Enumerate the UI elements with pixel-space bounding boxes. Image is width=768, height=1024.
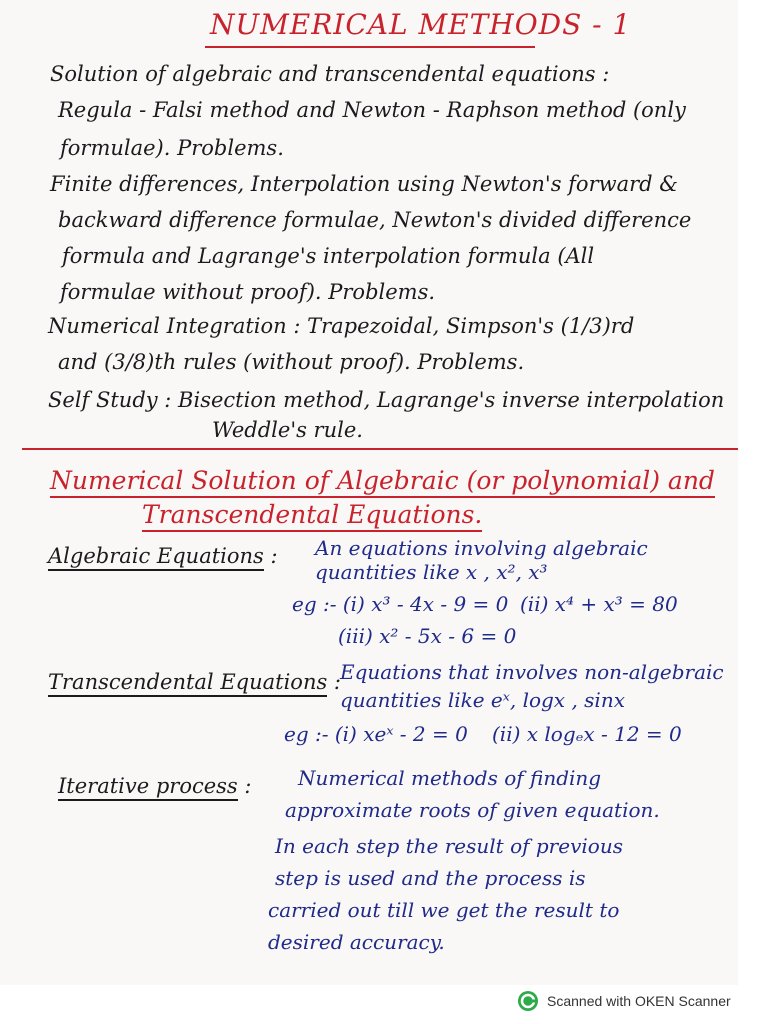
iterative-definition: approximate roots of given equation. [285, 798, 660, 822]
iterative-label: Iterative process : [58, 774, 251, 798]
syllabus-line: formula and Lagrange's interpolation formula (All [62, 244, 595, 268]
scanner-footer [517, 990, 731, 1012]
scanner-logo-icon [517, 990, 539, 1012]
section-heading: Numerical Solution of Algebraic (or polynomial) and [50, 466, 715, 495]
section-divider [22, 448, 738, 450]
algebraic-example: eg :- (i) x³ - 4x - 9 = 0 [292, 592, 509, 616]
algebraic-label: Algebraic Equations : [48, 544, 278, 568]
syllabus-line: Self Study : Bisection method, Lagrange's inverse interpolation [48, 388, 725, 412]
syllabus-line: Numerical Integration : Trapezoidal, Simpson's (1/3)rd [48, 314, 635, 338]
page-title: NUMERICAL METHODS - 1 [210, 8, 632, 41]
iterative-definition: carried out till we get the result to [268, 898, 620, 922]
iterative-definition: In each step the result of previous [275, 834, 623, 858]
syllabus-line: Regula - Falsi method and Newton - Raphson method (only [58, 98, 686, 122]
iterative-definition: step is used and the process is [275, 866, 586, 890]
syllabus-line: formulae). Problems. [60, 136, 284, 160]
algebraic-example: (iii) x² - 5x - 6 = 0 [338, 624, 517, 648]
syllabus-line: formulae without proof). Problems. [60, 280, 436, 304]
syllabus-line: Finite differences, Interpolation using Newton's forward & [50, 172, 678, 196]
syllabus-line: backward difference formulae, Newton's divided difference [58, 208, 692, 232]
transcendental-label: Transcendental Equations : [48, 670, 341, 694]
iterative-definition: Numerical methods of finding [298, 766, 602, 790]
syllabus-line: Weddle's rule. [212, 418, 363, 442]
algebraic-definition: quantities like x , x², x³ [315, 560, 548, 584]
title-underline [205, 46, 535, 48]
algebraic-definition: An equations involving algebraic [315, 536, 648, 560]
section-heading: Transcendental Equations. [142, 500, 482, 529]
syllabus-line: and (3/8)th rules (without proof). Problems. [58, 350, 525, 374]
syllabus-line: Solution of algebraic and transcendental equations : [50, 62, 610, 86]
transcendental-definition: quantities like eˣ, logx , sinx [340, 688, 625, 712]
iterative-definition: desired accuracy. [268, 930, 445, 954]
algebraic-example: (ii) x⁴ + x³ = 80 [520, 592, 678, 616]
transcendental-example: (ii) x logₑx - 12 = 0 [492, 722, 682, 746]
transcendental-definition: Equations that involves non-algebraic [340, 660, 724, 684]
transcendental-example: eg :- (i) xeˣ - 2 = 0 [284, 722, 468, 746]
scanner-text: Scanned with OKEN Scanner [547, 993, 731, 1009]
